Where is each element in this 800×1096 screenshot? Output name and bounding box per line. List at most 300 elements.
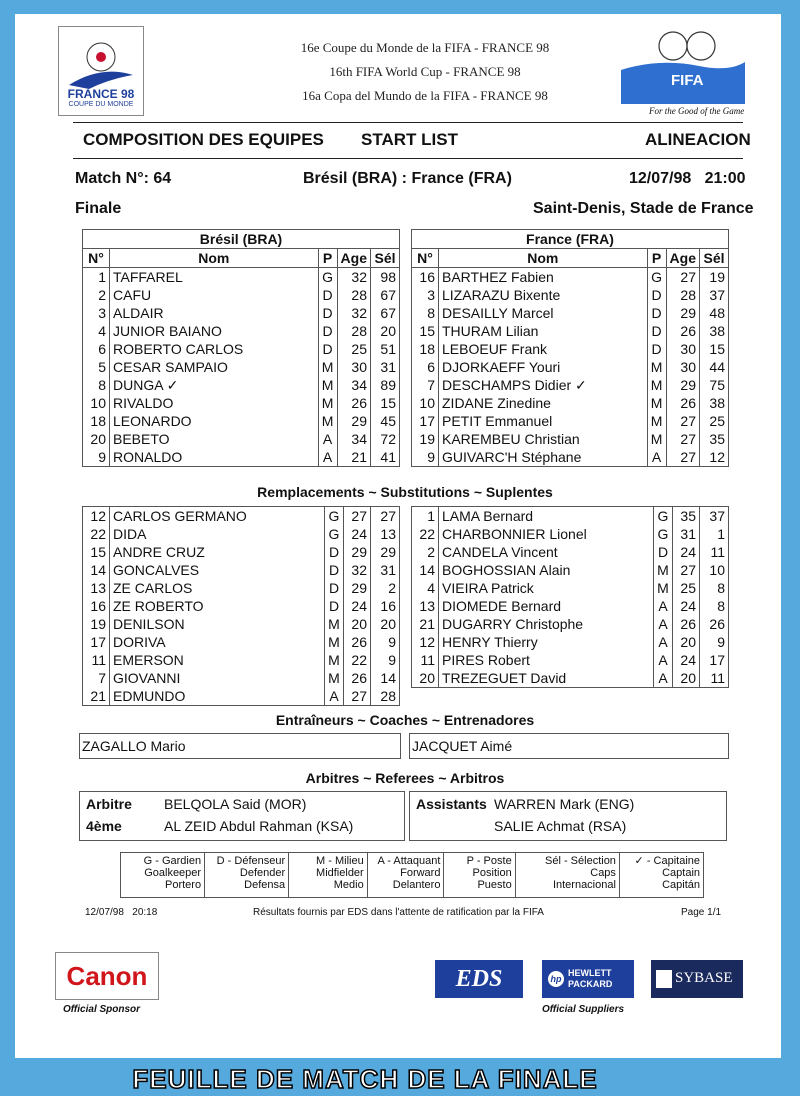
player-number: 13 xyxy=(412,597,439,615)
france98-logo xyxy=(58,26,144,116)
player-row xyxy=(83,448,400,467)
player-name: RONALDO xyxy=(110,448,319,467)
player-position: M xyxy=(318,394,337,412)
player-number: 22 xyxy=(412,525,439,543)
match-date-time: 12/07/98 21:00 xyxy=(629,170,746,187)
player-caps: 28 xyxy=(371,687,400,706)
official-sponsor-label: Official Sponsor xyxy=(63,1004,141,1015)
player-number: 22 xyxy=(83,525,110,543)
player-caps: 98 xyxy=(371,268,400,287)
player-name: JUNIOR BAIANO xyxy=(110,322,319,340)
col-caps: Sél xyxy=(371,249,400,268)
player-caps: 37 xyxy=(700,507,729,526)
player-name: ZE ROBERTO xyxy=(110,597,325,615)
player-number: 16 xyxy=(412,268,439,287)
player-name: EMERSON xyxy=(110,651,325,669)
player-row xyxy=(412,561,729,579)
player-row xyxy=(412,430,729,448)
player-caps: 25 xyxy=(700,412,729,430)
match-venue: Saint-Denis, Stade de France xyxy=(533,200,754,217)
player-position: M xyxy=(325,669,344,687)
player-number: 2 xyxy=(412,543,439,561)
player-age: 35 xyxy=(673,507,700,526)
player-position: M xyxy=(647,376,666,394)
sybase-mark-icon xyxy=(656,970,672,988)
player-position: D xyxy=(325,561,344,579)
player-age: 25 xyxy=(337,340,370,358)
player-age: 24 xyxy=(344,597,371,615)
player-position: A xyxy=(318,430,337,448)
col-num: N° xyxy=(83,249,110,268)
player-caps: 27 xyxy=(371,507,400,526)
player-caps: 19 xyxy=(700,268,729,287)
legend-line: Forward xyxy=(400,867,441,879)
player-position: G xyxy=(647,268,666,287)
legend-line: Sél - Sélection xyxy=(545,855,616,867)
player-name: GONCALVES xyxy=(110,561,325,579)
player-number: 7 xyxy=(412,376,439,394)
home-coach: ZAGALLO Mario xyxy=(79,733,401,759)
player-row xyxy=(412,597,729,615)
player-position: G xyxy=(318,268,337,287)
player-age: 24 xyxy=(673,597,700,615)
player-age: 26 xyxy=(673,615,700,633)
player-number: 19 xyxy=(83,615,110,633)
official-suppliers-label: Official Suppliers xyxy=(542,1004,625,1015)
player-position: M xyxy=(318,412,337,430)
player-age: 28 xyxy=(666,286,699,304)
col-num: N° xyxy=(412,249,439,268)
player-caps: 1 xyxy=(700,525,729,543)
player-number: 12 xyxy=(412,633,439,651)
player-row xyxy=(83,669,400,687)
player-row xyxy=(412,633,729,651)
player-caps: 75 xyxy=(700,376,729,394)
col-age: Age xyxy=(337,249,370,268)
player-position: D xyxy=(647,340,666,358)
assistants-box xyxy=(409,791,727,841)
legend-line: Midfielder xyxy=(316,867,364,879)
player-number: 11 xyxy=(412,651,439,669)
player-position: A xyxy=(654,597,673,615)
away-lineup-table xyxy=(411,229,729,467)
player-row xyxy=(83,394,400,412)
player-name: HENRY Thierry xyxy=(439,633,654,651)
subs-section-title: Remplacements ~ Substitutions ~ Suplentes xyxy=(257,484,553,500)
player-name: TAFFAREL xyxy=(110,268,319,287)
player-number: 11 xyxy=(83,651,110,669)
player-caps: 12 xyxy=(700,448,729,467)
player-row xyxy=(412,340,729,358)
player-age: 27 xyxy=(666,268,699,287)
legend-line: Defender xyxy=(239,867,286,879)
canon-logo: Canon xyxy=(55,952,159,1000)
player-row xyxy=(412,507,729,526)
player-position: M xyxy=(647,394,666,412)
player-row xyxy=(83,507,400,526)
player-number: 18 xyxy=(412,340,439,358)
player-caps: 16 xyxy=(371,597,400,615)
match-number: Match N°: 64 xyxy=(75,170,172,187)
player-row xyxy=(83,376,400,394)
player-caps: 8 xyxy=(700,579,729,597)
player-name: DUGARRY Christophe xyxy=(439,615,654,633)
player-row xyxy=(412,268,729,287)
player-name: THURAM Lilian xyxy=(439,322,648,340)
player-age: 26 xyxy=(344,633,371,651)
away-team-header: France (FRA) xyxy=(412,230,729,249)
player-position: D xyxy=(647,286,666,304)
legend-item xyxy=(620,853,703,897)
player-age: 25 xyxy=(673,579,700,597)
player-caps: 20 xyxy=(371,322,400,340)
player-caps: 38 xyxy=(700,394,729,412)
player-age: 26 xyxy=(666,322,699,340)
legend-line: Goalkeeper xyxy=(144,867,202,879)
player-position: G xyxy=(325,525,344,543)
player-row xyxy=(412,651,729,669)
player-age: 30 xyxy=(666,340,699,358)
legend-line: Captain xyxy=(662,867,701,879)
col-caps: Sél xyxy=(700,249,729,268)
player-position: M xyxy=(325,633,344,651)
player-age: 20 xyxy=(344,615,371,633)
player-position: A xyxy=(654,651,673,669)
player-caps: 38 xyxy=(700,322,729,340)
player-caps: 9 xyxy=(371,651,400,669)
home-team-header: Brésil (BRA) xyxy=(83,230,400,249)
player-name: ANDRE CRUZ xyxy=(110,543,325,561)
assistant-1: WARREN Mark (ENG) xyxy=(494,796,635,812)
player-row xyxy=(412,358,729,376)
player-position: M xyxy=(325,651,344,669)
fifa-tagline: For the Good of the Game xyxy=(649,106,745,116)
fifa-logo xyxy=(619,28,747,118)
sybase-logo xyxy=(651,960,743,998)
player-row xyxy=(412,448,729,467)
player-age: 27 xyxy=(666,412,699,430)
player-position: A xyxy=(654,669,673,688)
legend-line: Position xyxy=(472,867,512,879)
coaches-section-title: Entraîneurs ~ Coaches ~ Entrenadores xyxy=(275,712,535,728)
player-number: 20 xyxy=(83,430,110,448)
player-row xyxy=(83,340,400,358)
legend-line: G - Gardien xyxy=(143,855,202,867)
player-number: 10 xyxy=(83,394,110,412)
player-number: 13 xyxy=(83,579,110,597)
player-row xyxy=(83,633,400,651)
legend-line: Defensa xyxy=(244,879,286,891)
fourth-official-name: AL ZEID Abdul Rahman (KSA) xyxy=(164,818,354,834)
player-name: CHARBONNIER Lionel xyxy=(439,525,654,543)
player-name: LEONARDO xyxy=(110,412,319,430)
player-caps: 11 xyxy=(700,669,729,688)
header-divider xyxy=(73,122,743,123)
arbitre-name: BELQOLA Said (MOR) xyxy=(164,796,307,812)
player-caps: 35 xyxy=(700,430,729,448)
player-number: 2 xyxy=(83,286,110,304)
player-row xyxy=(412,394,729,412)
player-name: PETIT Emmanuel xyxy=(439,412,648,430)
player-caps: 10 xyxy=(700,561,729,579)
player-position: M xyxy=(647,430,666,448)
player-caps: 15 xyxy=(700,340,729,358)
player-position: D xyxy=(654,543,673,561)
player-caps: 11 xyxy=(700,543,729,561)
legend-item xyxy=(516,853,620,897)
away-coach: JACQUET Aimé xyxy=(409,733,729,759)
player-row xyxy=(412,543,729,561)
player-name: DUNGA ✓ xyxy=(110,376,319,394)
player-row xyxy=(83,412,400,430)
player-age: 20 xyxy=(673,669,700,688)
player-name: EDMUNDO xyxy=(110,687,325,706)
player-age: 27 xyxy=(344,507,371,526)
player-caps: 9 xyxy=(700,633,729,651)
legend-line: Internacional xyxy=(552,879,616,891)
legend-line: M - Milieu xyxy=(316,855,364,867)
player-caps: 26 xyxy=(700,615,729,633)
player-row xyxy=(412,412,729,430)
fourth-official-label: 4ème xyxy=(86,818,122,834)
away-subs-table xyxy=(411,506,729,688)
eds-logo: EDS xyxy=(435,960,523,998)
player-position: D xyxy=(318,340,337,358)
player-name: BARTHEZ Fabien xyxy=(439,268,648,287)
player-name: DJORKAEFF Youri xyxy=(439,358,648,376)
player-name: CANDELA Vincent xyxy=(439,543,654,561)
player-name: DORIVA xyxy=(110,633,325,651)
player-row xyxy=(83,304,400,322)
referees-box xyxy=(79,791,405,841)
player-row xyxy=(83,597,400,615)
legend-line: D - Défenseur xyxy=(216,855,286,867)
logo-title: FRANCE 98 xyxy=(67,87,135,101)
player-number: 15 xyxy=(412,322,439,340)
player-row xyxy=(83,615,400,633)
player-name: CESAR SAMPAIO xyxy=(110,358,319,376)
player-caps: 44 xyxy=(700,358,729,376)
assistants-label: Assistants xyxy=(416,796,487,812)
player-age: 34 xyxy=(337,376,370,394)
player-caps: 8 xyxy=(700,597,729,615)
player-position: D xyxy=(647,304,666,322)
player-number: 15 xyxy=(83,543,110,561)
player-name: GUIVARC'H Stéphane xyxy=(439,448,648,467)
player-age: 29 xyxy=(344,579,371,597)
player-age: 29 xyxy=(337,412,370,430)
player-age: 32 xyxy=(337,268,370,287)
player-number: 6 xyxy=(412,358,439,376)
legend-line: ✓ - Capitaine xyxy=(634,855,701,867)
player-name: BEBETO xyxy=(110,430,319,448)
player-name: ZE CARLOS xyxy=(110,579,325,597)
player-position: G xyxy=(654,525,673,543)
legend-item xyxy=(205,853,289,897)
player-row xyxy=(83,358,400,376)
player-position: D xyxy=(325,543,344,561)
player-age: 24 xyxy=(673,651,700,669)
assistant-2: SALIE Achmat (RSA) xyxy=(494,818,627,834)
player-number: 19 xyxy=(412,430,439,448)
player-name: GIOVANNI xyxy=(110,669,325,687)
hp-badge-icon: hp xyxy=(548,971,564,987)
player-row xyxy=(412,579,729,597)
player-name: ZIDANE Zinedine xyxy=(439,394,648,412)
player-row xyxy=(83,579,400,597)
header-line-en: 16th FIFA World Cup - FRANCE 98 xyxy=(329,64,521,79)
player-name: ROBERTO CARLOS xyxy=(110,340,319,358)
player-position: M xyxy=(654,579,673,597)
player-age: 29 xyxy=(344,543,371,561)
player-caps: 89 xyxy=(371,376,400,394)
player-number: 8 xyxy=(83,376,110,394)
logo-subtitle: COUPE DU MONDE xyxy=(68,101,134,108)
player-age: 30 xyxy=(666,358,699,376)
player-number: 18 xyxy=(83,412,110,430)
col-pos: P xyxy=(647,249,666,268)
footer-note: Résultats fournis par EDS dans l'attente de ratification par la FIFA xyxy=(253,907,544,918)
page-banner: FEUILLE DE MATCH DE LA FINALE xyxy=(132,1064,598,1094)
player-row xyxy=(83,525,400,543)
player-age: 22 xyxy=(344,651,371,669)
player-number: 1 xyxy=(83,268,110,287)
player-caps: 14 xyxy=(371,669,400,687)
player-name: TREZEGUET David xyxy=(439,669,654,688)
fifa-globe-icon xyxy=(619,28,747,104)
legend-line: P - Poste xyxy=(466,855,512,867)
player-position: D xyxy=(325,579,344,597)
player-caps: 72 xyxy=(371,430,400,448)
legend-line: Caps xyxy=(590,867,616,879)
player-number: 21 xyxy=(83,687,110,706)
player-caps: 17 xyxy=(700,651,729,669)
title-fr: COMPOSITION DES EQUIPES xyxy=(83,130,324,149)
player-age: 29 xyxy=(666,304,699,322)
legend-item xyxy=(368,853,445,897)
player-age: 32 xyxy=(337,304,370,322)
header-line-es: 16a Copa del Mundo de la FIFA - FRANCE 98 xyxy=(302,88,548,103)
player-number: 14 xyxy=(83,561,110,579)
home-lineup-table xyxy=(82,229,400,467)
legend-item xyxy=(289,853,368,897)
player-number: 16 xyxy=(83,597,110,615)
player-number: 7 xyxy=(83,669,110,687)
player-age: 30 xyxy=(337,358,370,376)
player-age: 32 xyxy=(344,561,371,579)
player-caps: 13 xyxy=(371,525,400,543)
player-name: ALDAIR xyxy=(110,304,319,322)
match-teams: Brésil (BRA) : France (FRA) xyxy=(303,170,512,187)
player-number: 14 xyxy=(412,561,439,579)
player-number: 3 xyxy=(412,286,439,304)
player-age: 27 xyxy=(344,687,371,706)
player-row xyxy=(83,561,400,579)
player-position: A xyxy=(654,633,673,651)
col-name: Nom xyxy=(110,249,319,268)
player-row xyxy=(83,322,400,340)
position-legend xyxy=(120,852,704,898)
footer-page: Page 1/1 xyxy=(681,907,722,918)
player-caps: 9 xyxy=(371,633,400,651)
player-position: G xyxy=(325,507,344,526)
player-row xyxy=(83,543,400,561)
arbitre-label: Arbitre xyxy=(86,796,132,812)
footer-timestamp: 12/07/98 20:18 xyxy=(85,907,158,918)
player-row xyxy=(83,651,400,669)
player-number: 1 xyxy=(412,507,439,526)
player-position: A xyxy=(325,687,344,706)
player-name: DIDA xyxy=(110,525,325,543)
player-caps: 20 xyxy=(371,615,400,633)
player-position: D xyxy=(647,322,666,340)
player-name: VIEIRA Patrick xyxy=(439,579,654,597)
player-age: 27 xyxy=(666,430,699,448)
player-position: D xyxy=(318,322,337,340)
player-row xyxy=(412,376,729,394)
player-number: 10 xyxy=(412,394,439,412)
player-age: 26 xyxy=(666,394,699,412)
player-name: RIVALDO xyxy=(110,394,319,412)
player-age: 27 xyxy=(673,561,700,579)
legend-item xyxy=(121,853,205,897)
player-number: 21 xyxy=(412,615,439,633)
player-number: 20 xyxy=(412,669,439,688)
player-row xyxy=(83,268,400,287)
player-position: G xyxy=(654,507,673,526)
player-age: 24 xyxy=(344,525,371,543)
player-row xyxy=(83,430,400,448)
player-caps: 15 xyxy=(371,394,400,412)
legend-line: Capitán xyxy=(662,879,701,891)
player-age: 24 xyxy=(673,543,700,561)
player-row xyxy=(83,286,400,304)
player-age: 28 xyxy=(337,286,370,304)
player-name: DESAILLY Marcel xyxy=(439,304,648,322)
legend-line: Portero xyxy=(165,879,202,891)
player-number: 12 xyxy=(83,507,110,526)
match-stage: Finale xyxy=(75,200,122,217)
player-caps: 45 xyxy=(371,412,400,430)
player-position: M xyxy=(654,561,673,579)
player-row xyxy=(412,286,729,304)
player-number: 4 xyxy=(83,322,110,340)
col-age: Age xyxy=(666,249,699,268)
hp-logo-text: HEWLETT PACKARD xyxy=(568,968,613,989)
player-age: 34 xyxy=(337,430,370,448)
col-pos: P xyxy=(318,249,337,268)
player-age: 28 xyxy=(337,322,370,340)
player-position: M xyxy=(318,376,337,394)
player-age: 31 xyxy=(673,525,700,543)
player-name: DIOMEDE Bernard xyxy=(439,597,654,615)
player-position: A xyxy=(654,615,673,633)
player-position: D xyxy=(325,597,344,615)
header-line-fr: 16e Coupe du Monde de la FIFA - FRANCE 98 xyxy=(300,40,550,55)
player-name: LEBOEUF Frank xyxy=(439,340,648,358)
player-row xyxy=(412,525,729,543)
player-row xyxy=(83,687,400,706)
player-name: CAFU xyxy=(110,286,319,304)
player-position: D xyxy=(318,286,337,304)
hp-logo xyxy=(542,960,634,998)
player-name: PIRES Robert xyxy=(439,651,654,669)
player-number: 9 xyxy=(83,448,110,467)
player-caps: 2 xyxy=(371,579,400,597)
player-caps: 37 xyxy=(700,286,729,304)
player-number: 6 xyxy=(83,340,110,358)
player-caps: 48 xyxy=(700,304,729,322)
